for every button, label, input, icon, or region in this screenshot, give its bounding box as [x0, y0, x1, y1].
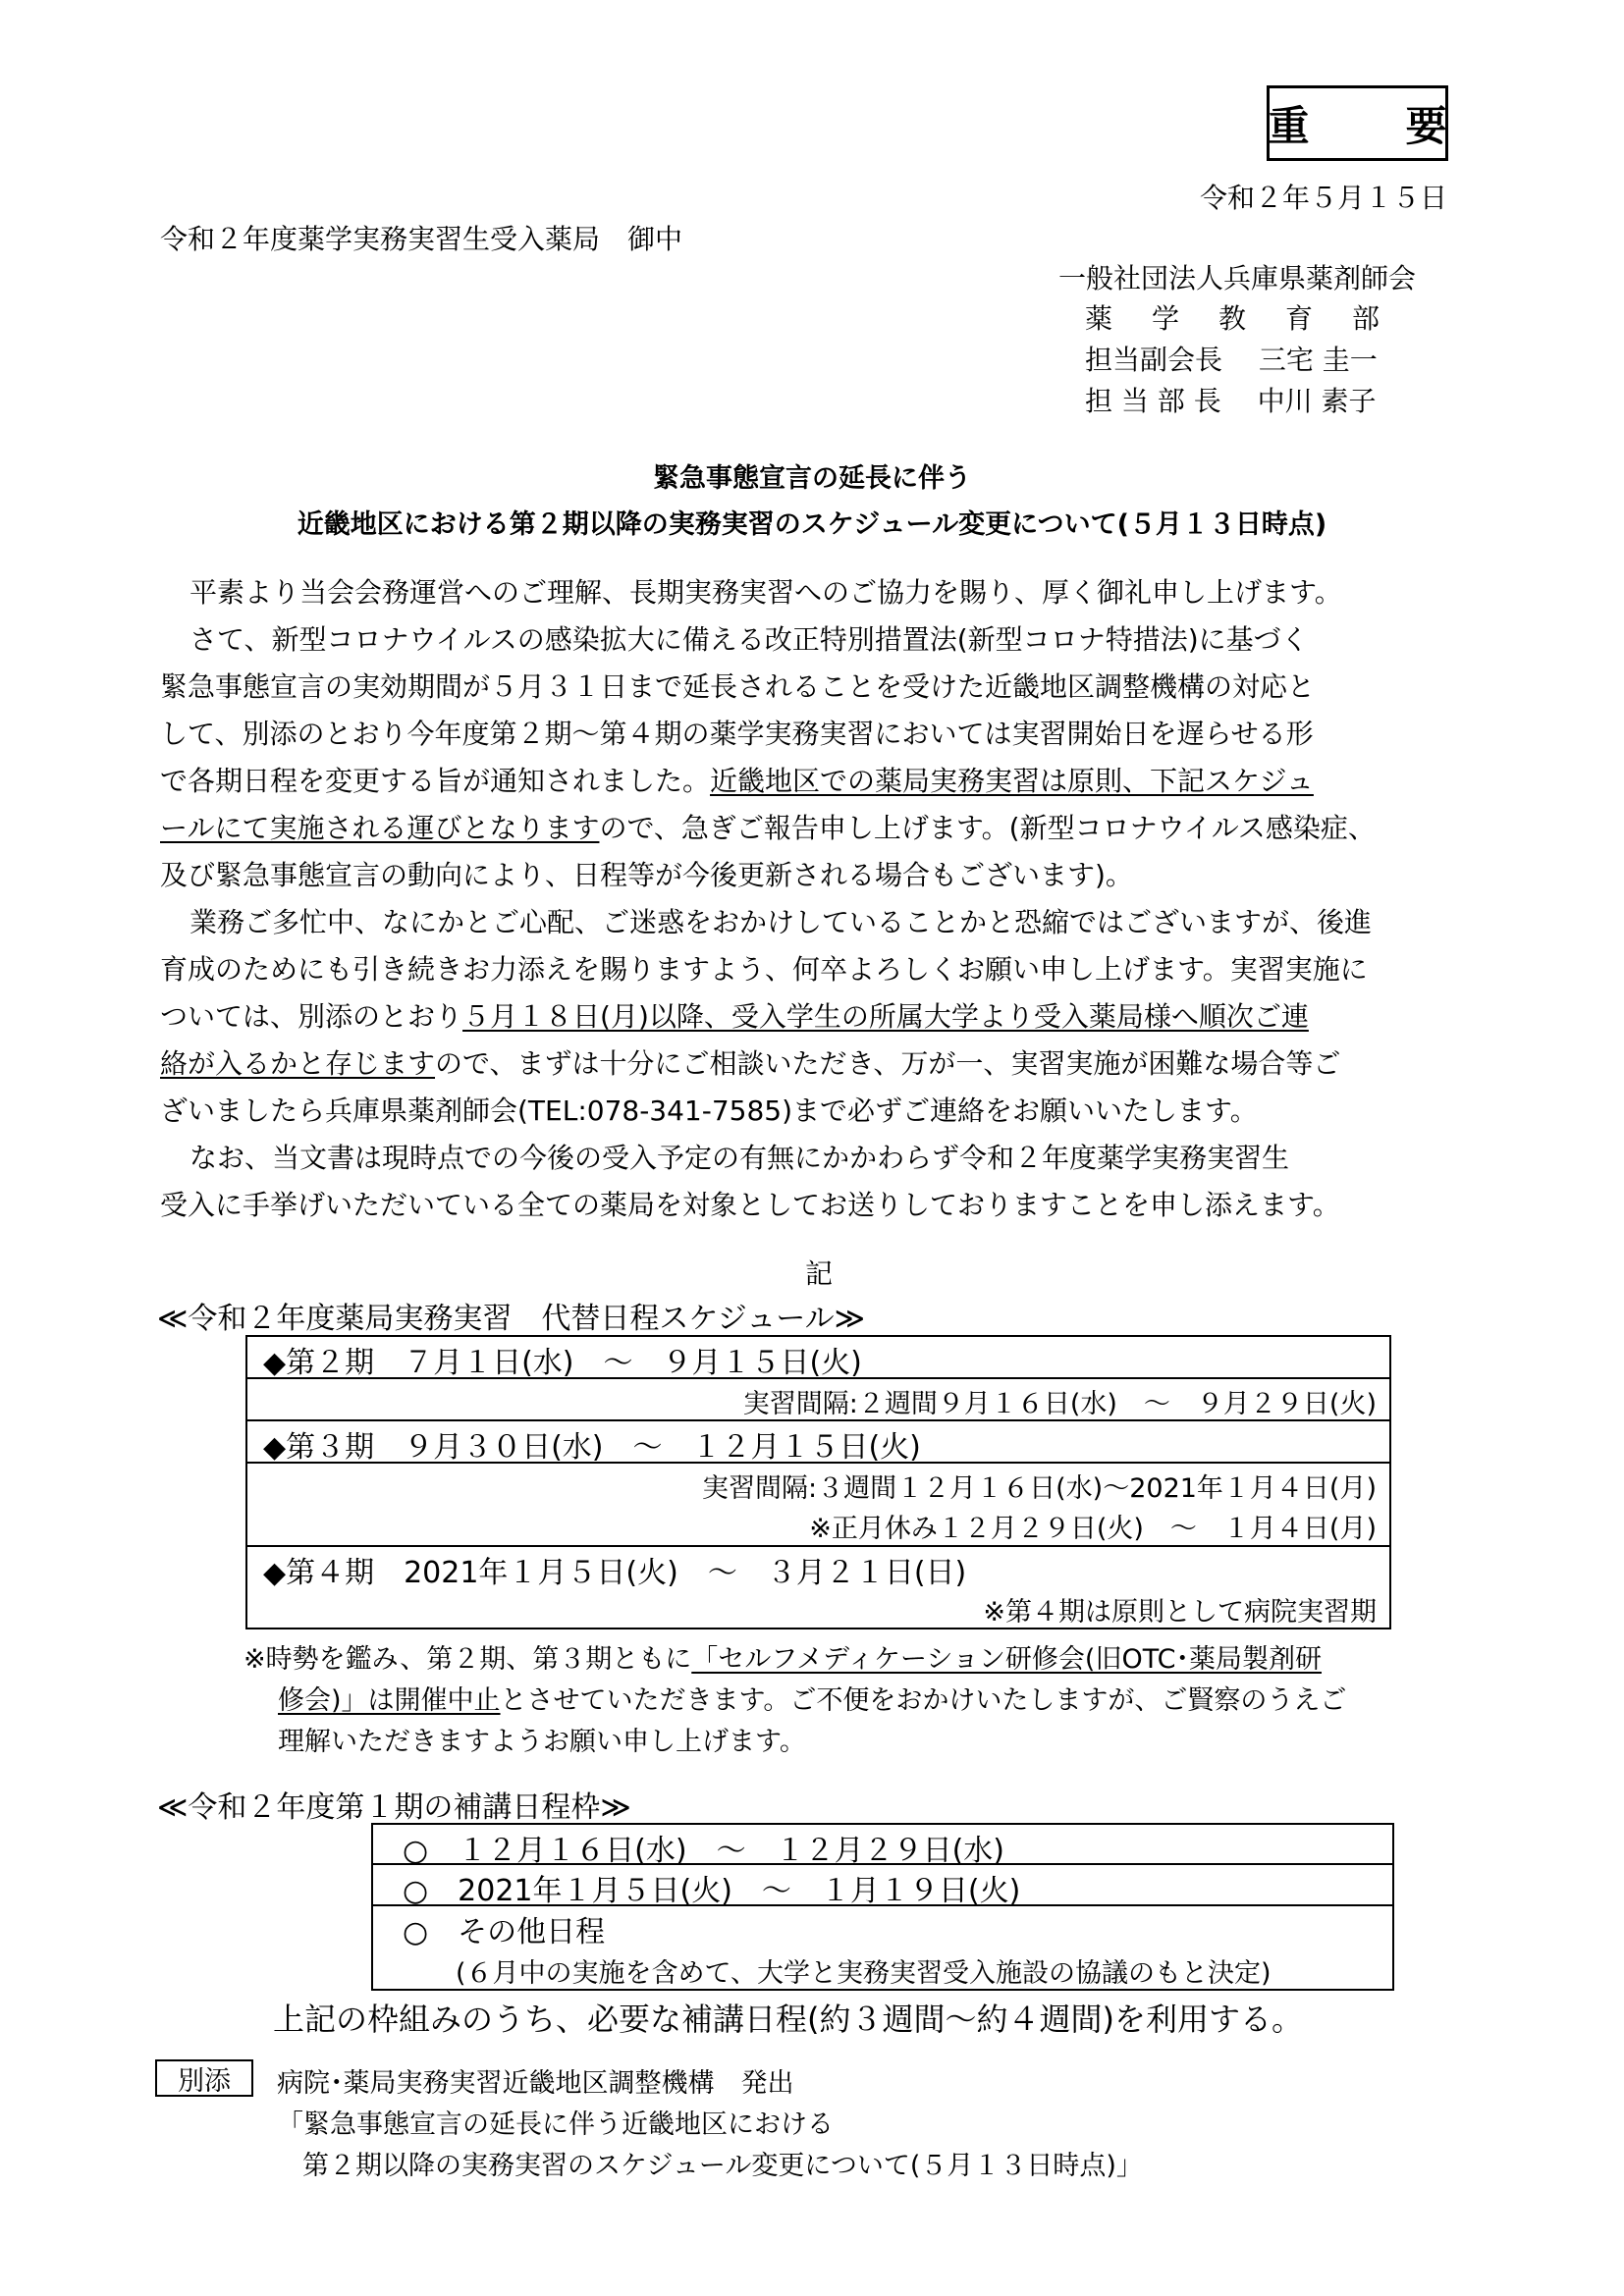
attachment-line-1: 病院･薬局実務実習近畿地区調整機構 発出 — [277, 2068, 794, 2099]
body-line-9: 育成のためにも引き続きお力添えを賜りますよう、何卒よろしくお願い申し上げます。実習実施に — [160, 953, 1368, 986]
body-line-14: 受入に手挙げいただいている全ての薬局を対象としてお送りしておりますことを申し添えます。 — [160, 1189, 1340, 1221]
period-2-gap: 実習間隔:２週間９月１６日(水) ～ ９月２９日(火) — [742, 1389, 1377, 1419]
schedule-note-underlined: 「セルフメディケーション研修会(旧OTC･薬局製剤研 — [691, 1644, 1322, 1675]
schedule-note-line-3: 理解いただきますようお願い申し上げます。 — [278, 1727, 806, 1757]
period-3-gap: 実習間隔:３週間１２月１６日(水)～2021年１月４日(月) — [702, 1473, 1377, 1504]
addressee: 令和２年度薬学実務実習生受入薬局 御中 — [160, 223, 683, 255]
body-line-10 — [160, 993, 1309, 1041]
sender-person-1: 担当副会長 三宅 圭一 — [1085, 344, 1378, 376]
body-line-11-text: ので、まずは十分にご相談いただき、万が一、実習実施が困難な場合等ご — [435, 1047, 1341, 1080]
body-line-12: ざいましたら兵庫県薬剤師会(TEL:078-341-7585)まで必ずご連絡をお願いいたします。 — [160, 1095, 1258, 1127]
sender-org: 一般社団法人兵庫県薬剤師会 — [1058, 262, 1417, 294]
attachment-label: 別添 — [155, 2059, 253, 2097]
body-line-11 — [160, 1041, 1340, 1088]
title-line-2: 近畿地区における第２期以降の実務実習のスケジュール変更について(５月１３日時点) — [297, 509, 1327, 540]
body-line-5 — [160, 758, 1314, 805]
body-line-13: なお、当文書は現時点での今後の受入予定の有無にかかわらず令和２年度薬学実務実習生 — [189, 1142, 1290, 1174]
title-line-1: 緊急事態宣言の延長に伴う — [653, 463, 971, 494]
body-line-6 — [160, 805, 1376, 852]
schedule-note-line-2 — [278, 1679, 1346, 1717]
schedule-divider — [245, 1545, 1391, 1547]
schedule-note-line-1 — [244, 1637, 1322, 1676]
makeup-conclusion: 上記の枠組みのうち、必要な補講日程(約３週間～約４週間)を利用する。 — [273, 2001, 1303, 2038]
body-line-10-text: ついては、別添のとおり — [160, 1000, 463, 1033]
body-line-11-underlined: 絡が入るかと存じます — [160, 1047, 436, 1080]
makeup-row-3: ○ その他日程 — [403, 1915, 606, 1949]
body-line-2: さて、新型コロナウイルスの感染拡大に備える改正特別措置法(新型コロナ特措法)に基づく — [189, 623, 1309, 656]
body-line-5-text: で各期日程を変更する旨が通知されました。 — [160, 765, 711, 797]
body-line-6-underlined: ールにて実施される運びとなります — [160, 812, 600, 844]
importance-stamp: 重 要 — [1267, 85, 1448, 161]
attachment-line-2: 「緊急事態宣言の延長に伴う近畿地区における — [277, 2109, 834, 2140]
body-line-10-underlined: ５月１８日(月)以降、受入学生の所属大学より受入薬局様へ順次ご連 — [462, 1000, 1309, 1033]
sender-person-2: 担 当 部 長 中川 素子 — [1085, 385, 1377, 417]
sender-dept: 薬 学 教 育 部 — [1085, 302, 1386, 335]
body-line-7: 及び緊急事態宣言の動向により、日程等が今後更新される場合もございます)。 — [160, 859, 1133, 891]
body-line-6-text: ので、急ぎご報告申し上げます。(新型コロナウイルス感染症、 — [599, 812, 1376, 844]
period-2-row: ◆第２期 ７月１日(水) ～ ９月１５日(火) — [263, 1346, 862, 1380]
makeup-row-2: ○ 2021年１月５日(火) ～ １月１９日(火) — [403, 1874, 1021, 1908]
body-line-1: 平素より当会会務運営へのご理解、長期実務実習へのご協力を賜り、厚く御礼申し上げます。 — [189, 576, 1342, 609]
schedule-note-underlined: 修会)」は開催中止 — [278, 1685, 501, 1716]
body-line-4: して、別添のとおり今年度第２期～第４期の薬学実務実習においては実習開始日を遅らせる形 — [160, 718, 1314, 750]
period-4-note: ※第４期は原則として病院実習期 — [983, 1597, 1377, 1628]
ki-heading: 記 — [805, 1257, 834, 1290]
schedule-heading: ≪令和２年度薬局実務実習 代替日程スケジュール≫ — [157, 1302, 866, 1336]
schedule-note-text: ※時勢を鑑み、第２期、第３期ともに — [244, 1644, 692, 1675]
body-line-3: 緊急事態宣言の実効期間が５月３１日まで延長されることを受けた近畿地区調整機構の対応と — [160, 670, 1316, 703]
period-4-row: ◆第４期 2021年１月５日(火) ～ ３月２１日(日) — [263, 1556, 967, 1590]
attachment-line-3: 第２期以降の実務実習のスケジュール変更について(５月１３日時点)」 — [302, 2151, 1143, 2181]
makeup-row-1: ○ １２月１６日(水) ～ １２月２９日(水) — [403, 1834, 1004, 1868]
makeup-heading: ≪令和２年度第１期の補講日程枠≫ — [157, 1790, 631, 1825]
body-line-8: 業務ご多忙中、なにかとご心配、ご迷惑をおかけしていることかと恐縮ではございますが、後進 — [189, 906, 1373, 938]
makeup-row-3-note: (６月中の実施を含めて、大学と実務実習受入施設の協議のもと決定) — [456, 1958, 1272, 1989]
body-line-5-underlined: 近畿地区での薬局実務実習は原則、下記スケジュ — [710, 765, 1314, 797]
period-3-row: ◆第３期 ９月３０日(水) ～ １２月１５日(火) — [263, 1430, 921, 1465]
document-date: 令和２年５月１５日 — [1200, 182, 1448, 214]
period-3-holiday: ※正月休み１２月２９日(火) ～ １月４日(月) — [809, 1514, 1377, 1544]
schedule-note-text: とさせていただきます。ご不便をおかけいたしますが、ご賢察のうえご — [500, 1685, 1347, 1716]
